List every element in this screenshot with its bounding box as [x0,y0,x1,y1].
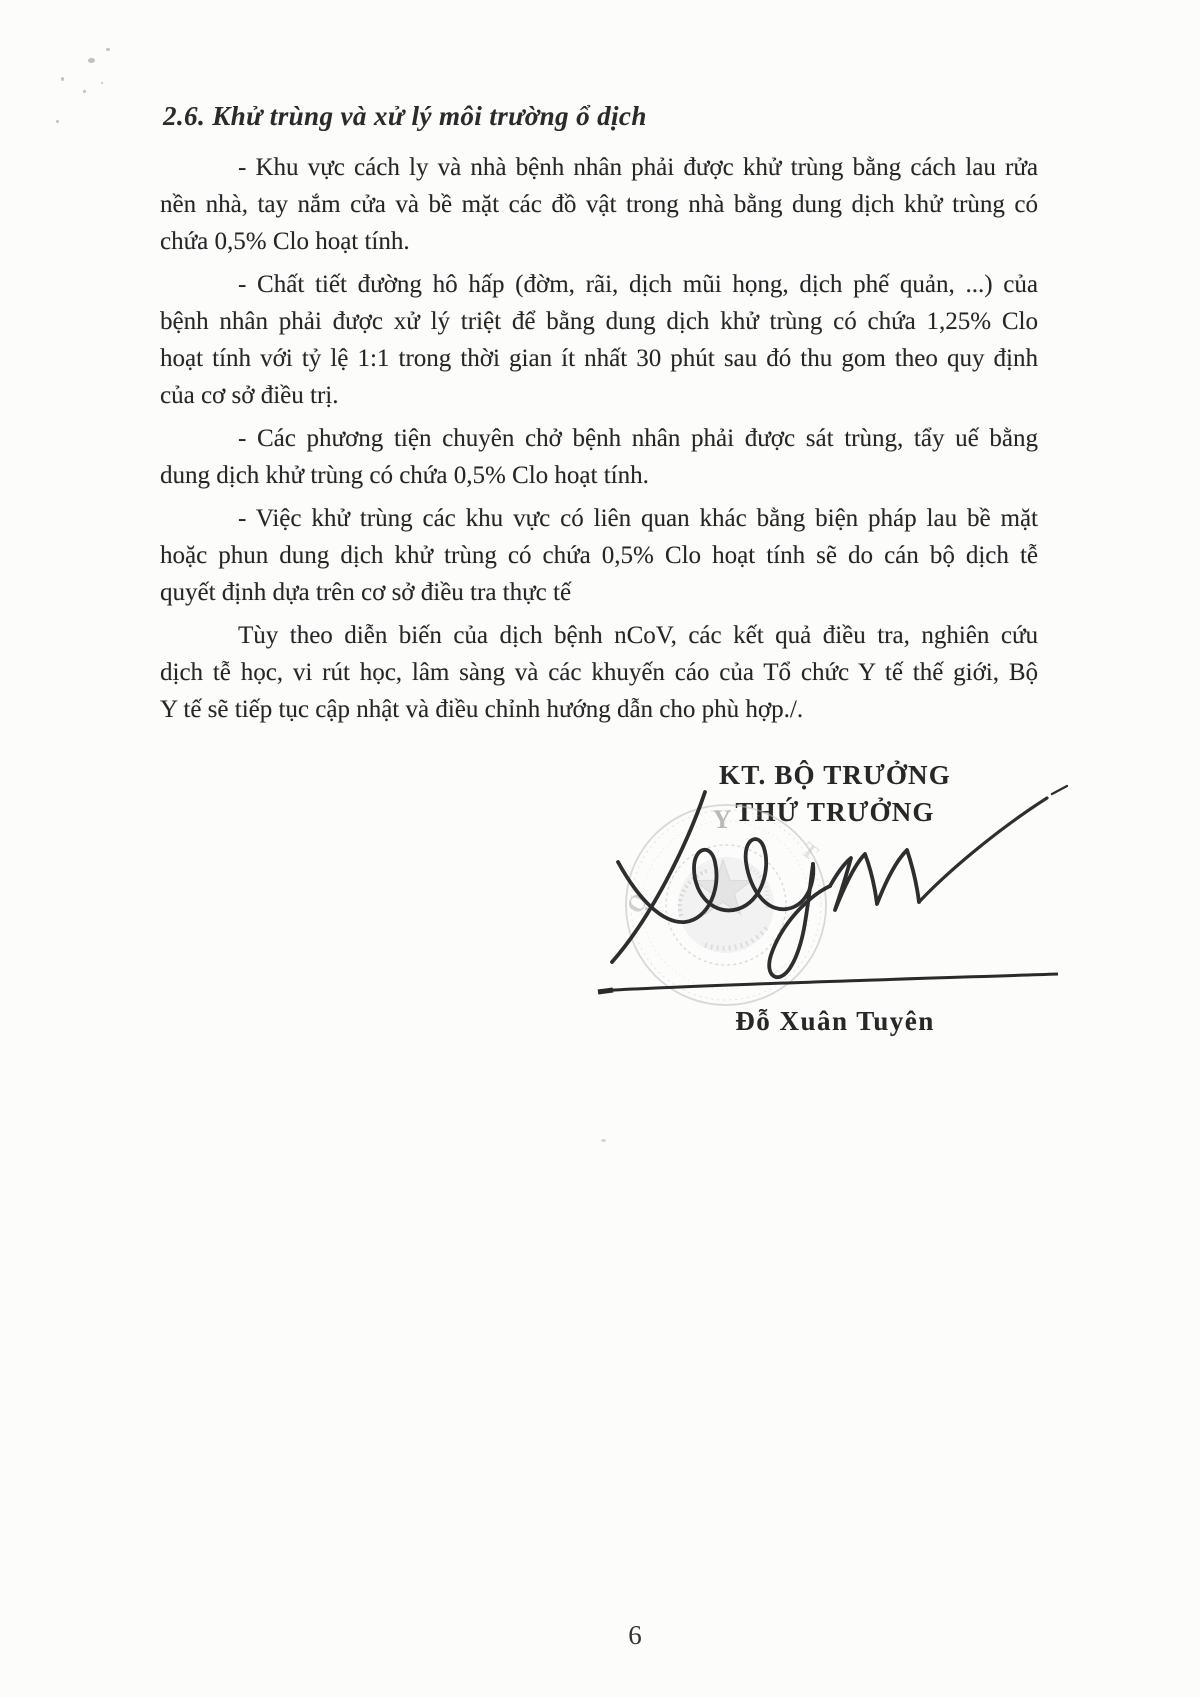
paragraph [160,420,1038,494]
document-body [160,149,1038,734]
paragraph-line: - Việc khử trùng các khu vực có liên quan khác bằng biện pháp lau bề mặt [238,505,1038,532]
page-number: 6 [628,1620,642,1650]
paragraph-line: - Chất tiết đường hô hấp (đờm, rãi, dịch mũi họng, dịch phế quản, ...) của [238,271,1038,298]
paragraph-line: Y tế sẽ tiếp tục cập nhật và điều chỉnh hướng dẫn cho phù hợp./. [160,696,804,723]
scan-speck [61,77,64,81]
paragraph [160,266,1038,414]
paragraph [160,617,1038,728]
section-heading: 2.6. Khử trùng và xử lý môi trường ổ dịch [163,101,647,131]
signature-underline [598,974,1058,992]
signer-title: THỨ TRƯỞNG [735,797,935,827]
paragraph-line: - Các phương tiện chuyên chở bệnh nhân phải được sát trùng, tẩy uế bằng [238,425,1038,452]
paragraph-line: dung dịch khử trùng có chứa 0,5% Clo hoạt tính. [160,462,649,489]
paragraph-line: hoạt tính với tỷ lệ 1:1 trong thời gian ít nhất 30 phút sau đó thu gom theo quy định [160,345,1038,372]
paragraph-line: hoặc phun dung dịch khử trùng có chứa 0,5% Clo hoạt tính sẽ do cán bộ dịch tễ [160,542,1038,569]
scan-speck [106,48,110,51]
paragraph-line: chứa 0,5% Clo hoạt tính. [160,228,410,255]
handwritten-signature [612,786,1067,977]
paragraph-line: Tùy theo diễn biến của dịch bệnh nCoV, các kết quả điều tra, nghiên cứu [238,622,1038,649]
paragraph-line: nền nhà, tay nắm cửa và bề mặt các đồ vật trong nhà bằng dung dịch khử trùng có [160,191,1038,218]
stamp-letter: Y [712,805,732,834]
paragraph-line: dịch tễ học, vi rút học, lâm sàng và các khuyến cáo của Tổ chức Y tế thế giới, Bộ [160,659,1038,686]
paragraph-line: bệnh nhân phải được xử lý triệt để bằng dung dịch khử trùng có chứa 1,25% Clo [160,308,1038,335]
paragraph [160,500,1038,611]
paragraph-line: - Khu vực cách ly và nhà bệnh nhân phải được khử trùng bằng cách lau rửa [238,154,1038,181]
paragraph [160,149,1038,260]
scan-speck [56,120,59,123]
paragraph-line: quyết định dựa trên cơ sở điều tra thực tế [160,579,572,606]
svg-text:T: T [796,836,824,866]
scan-speck [601,1139,606,1142]
paragraph-line: của cơ sở điều trị. [160,382,339,409]
scan-speck [88,58,95,63]
svg-text:Ọ: Ọ [622,888,655,919]
signer-name: Đỗ Xuân Tuyên [735,1006,935,1036]
scan-speck [83,90,86,93]
signer-authority: KT. BỘ TRƯỞNG [719,760,951,790]
scan-speck [101,82,103,84]
